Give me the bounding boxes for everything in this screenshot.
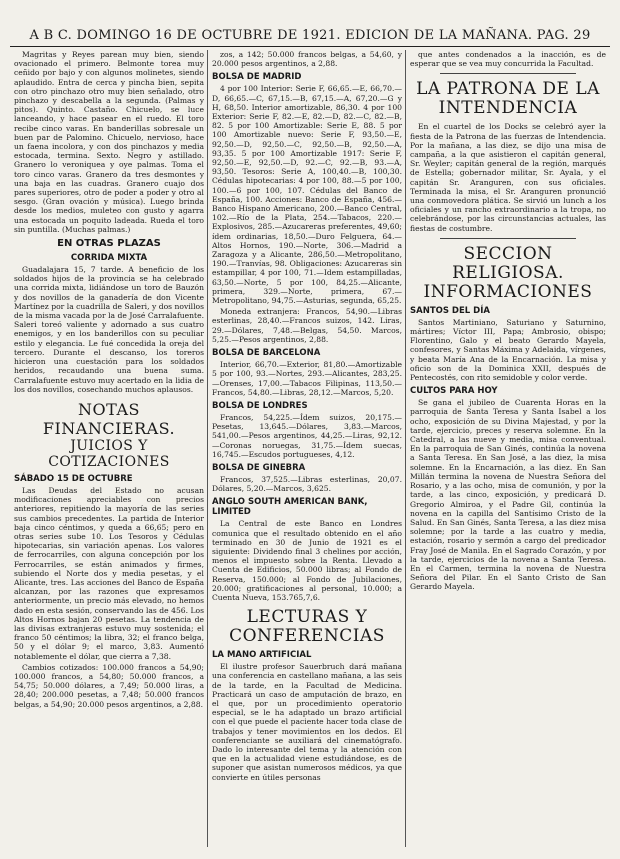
intro-text: que antes condenados a la inacción, es de esperar que se vea muy concurrida la Facultad. bbox=[410, 50, 606, 69]
newspaper-page bbox=[10, 8, 610, 853]
column-3 bbox=[410, 50, 606, 847]
separator bbox=[440, 238, 576, 239]
mano-artificial-heading: LA MANO ARTIFICIAL bbox=[212, 650, 312, 661]
bolsa-londres-heading: BOLSA DE LONDRES bbox=[212, 400, 308, 411]
intro-text: zos, a 142; 50.000 francos belgas, a 54,60, y 20.000 pesos argentinos, a 2,88. bbox=[212, 50, 402, 69]
bolsa-barcelona-heading: BOLSA DE BARCELONA bbox=[212, 348, 321, 359]
barcelona-text: Interior, 66,70.—Exterior, 81,80.—Amortizable 5 por 100, 93.—Nortes, 293.—Alicantes, 283,25.—Orenses, 17,00.—Tabacos Filipinas, 113,50.—Francos, 54,80.—Libras, 28,12.—Marcos, 5,20. bbox=[212, 360, 402, 397]
column-rule bbox=[405, 50, 406, 847]
notas-financieras-title: NOTAS FINANCIERAS. bbox=[42, 399, 176, 438]
moneda-text: Moneda extranjera: Francos, 54,90.—Libras esterlinas, 28,40.—Francos suizos, 142. Liras, 29.—Dólares, 7,48.—Belgas, 54,50. Marcos, 5,25.—Pesos argentinos, 2,88. bbox=[212, 307, 402, 344]
ginebra-text: Francos, 37,525.—Libras esterlinas, 20,07. Dólares, 5,20.—Marcos, 3,625. bbox=[212, 474, 402, 494]
column-2 bbox=[212, 50, 402, 847]
otras-plazas-heading: EN OTRAS PLAZAS bbox=[57, 238, 161, 250]
santos-text: Santos Martiniano, Saturiano y Saturnino, mártires; Víctor III, Papa; Ambrosio, obispo; Florentino, Galo y el beato Gerardo Mayela, confesores, y Santas Máxima y Adelaida, vírgenes, y beata María Ana de la Encarnación. La misa y oficio son de la Dominica XXII, después de Pentecostés, con rito semidoble y color verde. bbox=[410, 317, 606, 383]
lecturas-text: El ilustre profesor Sauerbruch dará mañana una conferencia en castellano mañana, a las seis de la tarde, en la Facultad de Medicina. Practicará un caso de amputación de brazo, en el que, por un procedimiento operatorio especial, se le ha adaptado un brazo artificial con el que puede el paciente hacer toda clase de trabajos y tener movimientos en los dedos. El conferenciante se auxiliará del cinematógrafo. Dado lo interesante del tema y la atención con que en la actualidad viene estudiándose, es de suponer que asistan numerosos médicos, ya que convierte en útiles personas bbox=[212, 662, 402, 782]
juicios-title: JUICIOS Y COTIZACIONES bbox=[48, 437, 170, 470]
corrida-mixta-heading: CORRIDA MIXTA bbox=[70, 253, 148, 264]
bullfight-text: Magritas y Reyes parean muy bien, siendo ovacionado el primero. Belmonte torea muy ceñido por bajo y con algunos molinetes, siendo aplaudido. Entra de cerca y pincha bien, sepita con otro pinchazo otro muy bien señalado, otro pinchazo y descabella a la segunda. (Palmas y pitos). Quinto. Castaño. Chicuelo, se luce lanceando, y hace pasear en el ruedo. El toro recibe cinco varas. En banderillas sobresale un buen par de Palomino. Chicuelo, nervioso, hace un faena incolora, y con dos pinchazos y media estocada, termina. Sexto. Negro y astillado. Granero lo veroniquea y oye palmas. Toma el toro cinco varas. Granero da tres desmontes y una baja en las cuadras. Granero cuajo dos pares superiores, otro de poder a poder y otro al sesgo. (Gran ovación y música). Luego brinda desde los medios, muleteo con gusto y agarra una estocada un poquito ladeada. Rueda el toro sin puntilla. (Muchas palmas.) bbox=[14, 50, 204, 234]
cambios-text: Cambios cotizados: 100.000 francos a 54,90; 100.000 francos, a 54,80; 50.000 francos, a 54,75; 50.000 dólares, a 7,49; 50.000 liras, a 28,40; 200.000 pesetas, a 7,48; 50.000 francos belgas, a 54,90; 20.000 pesos argentinos, a 2,88. bbox=[14, 662, 204, 709]
patrona-text: En el cuartel de los Docks se celebró ayer la fiesta de la Patrona de las fuerzas de Intendencia. Por la mañana, a las diez, se dijo una misa de campaña, a la que asistieron el capitán general, Sr. Weyler; capitán general de la región, marqués de Estella; gobernador militar, Sr. Ayala, y el capitán Sr. Aranguren, con sus oficiales. Terminada la misa, el Sr. Aranguren pronunció una conmovedora plática. Se sirvió un lunch a los oficiales y un rancho extraordinario a la tropa, no celebrándose, por las circunstancias actuales, las fiestas de costumbre. bbox=[410, 122, 606, 233]
separator bbox=[440, 73, 576, 74]
sabado-heading: SÁBADO 15 DE OCTUBRE bbox=[14, 473, 133, 484]
cultos-heading: CULTOS PARA HOY bbox=[410, 386, 498, 397]
anglo-text: La Central de este Banco en Londres comunica que el resultado obtenido en el año terminado en 30 de Junio de 1921 es el siguiente: Dividendo final 3 chelines por acción, menos el impuesto sobre la Renta. Llevado a Cuenta de Edificios, 50.000 libras; al Fondo de Reserva, 150.000; al Fondo de Jubilaciones, 20.000; gratificaciones al personal, 10.000; a Cuenta Nueva, 153.765,7,6. bbox=[212, 519, 402, 602]
anglo-south-heading: ANGLO SOUTH AMERICAN BANK, LIMITED bbox=[212, 497, 368, 518]
santos-heading: SANTOS DEL DÍA bbox=[410, 305, 490, 316]
madrid-text: 4 por 100 Interior: Serie F, 66,65.—E, 66,70.—D, 66,65.—C, 67,15.—B, 67,15.—A, 67,20.—G y H, 68,50. Interior amortizable, 86,30. 4 por 100 Exterior: Serie F, 82.—E, 82.—D, 82.—C, 82.—B, 82. 5 por 100 Amortizable: Serie E, 88. 5 por 100 Amortizable nuevo: Serie F, 93,50.—E, 92,50.—D, 92,50.—C, 92,50.—B, 92,50.—A, 93,35. 5 por 100 Amortizable 1917: Serie F, 92,50.—E, 92,50.—D, 92.—C, 92.—B, 93.—A, 93,50. Tesoros: Serie A, 100,40.—B, 100,30. Cédulas hipotecarias: 4 por 100, 88.—5 por 100, 100.—6 por 100, 107. Cédulas del Banco de España, 100. Acciones: Banco de España, 456.—Banco Hispano Americano, 200.—Banco Central, 102.—Río de la Plata, 254.—Tabacos, 220.—Explosivos, 285.—Azucareras preferentes, 49,60; ídem ordinarias, 18,50.—Duro Felguera, 64.—Altos Hornos, 190.—Norte, 306.—Madrid a Zaragoza y a Alicante, 286,50.—Metropolitano, 190.—Tranvías, 98. Obligaciones: Azucareras sin estampillar, 4 por 100, 71.—Idem estampilladas, 63,50.—Norte, 5 por 100, 84,25.—Alicante, primera, 329.—Norte, primera, 67.—Metropolitano, 94,75.—Asturias, segunda, 65,25. bbox=[212, 84, 402, 306]
column-rule bbox=[207, 50, 208, 847]
bolsa-ginebra-heading: BOLSA DE GINEBRA bbox=[212, 462, 306, 473]
page-header: A B C. DOMINGO 16 DE OCTUBRE DE 1921. EDICION DE LA MAÑANA. PAG. 29 bbox=[10, 26, 610, 47]
lecturas-title: LECTURAS Y CONFERENCIAS bbox=[229, 607, 385, 647]
patrona-title: LA PATRONA DE LA INTENDENCIA bbox=[416, 79, 600, 119]
cultos-text: Se gana el jubileo de Cuarenta Horas en la parroquia de Santa Teresa y Santa Isabel a los ocho, exposición de su Divina Majestad, y por la tarde, ejercicio, preces y reserva solemne. En la Catedral, a las nueve y media, misa conventual. En la parroquia de San Ginés, continúa la novena a Santa Teresa. En San José, a las diez, la misa solemne. En la Encarnación, a las diez. En San Millán termina la novena de Nuestra Señora del Rosario, y a las ocho, misa de comunión, y por la tarde, a las cinco, exposición, y predicará D. Gregorio Almiroa, y el Padre Gil, continúa la novena en la capilla del Santísimo Cristo de la Salud. En San Ginés, Santa Teresa, a las diez misa solemne; por la tarde a las cuatro y media, estación, rosario y sermón a cargo del predicador Fray José de Manila. En el Sagrado Corazón, y por la tarde, ejercicios de la novena a Santa Teresa. En el Carmen, termina la novena de Nuestra Señora del Pilar. En el Santo Cristo de San Gerardo Mayela. bbox=[410, 398, 606, 592]
corrida-text: Guadalajara 15, 7 tarde. A beneficio de los soldados hijos de la provincia se ha celebrado una corrida mixta, lidiándose un toro de Bauzón y dos novillos de la ganadería de don Vicente Martínez por la cuadrilla de Saleri, y dos novillos de la misma vacada por la de José Carralafuente. Saleri toreó valiente y adornado a sus cuatro enemigos, y en los banderillos con su peculiar estilo y elegancia. Le fué concedida la oreja del tercero. Durante el descanso, los toreros hicieron una cuestación para los soldados heridos, recaudando una buena suma. Carralafuente estuvo muy acertado en la lidia de los dos novillos, cosechando muchos aplausos. bbox=[14, 265, 204, 394]
seccion-religiosa-title: SECCION RELIGIOSA. INFORMACIONES bbox=[423, 243, 593, 302]
financial-text: Las Deudas del Estado no acusan modificaciones apreciables con precios anteriores, repitiendo la mayoría de las series sus cambios precedentes. La partida de Interior baja cinco céntimos, y queda a 66,65; pero en otras series sube 10. Los Tesoros y Cédulas hipotecarias, sin variación apenas. Los valores de ferrocarriles, con alguna concepción por los Ferrocarriles, se están animados y firmes, subiendo el Norte dos y media pesetas, y el Alicante, tres. Las acciones del Banco de España alcanzan, por las razones que expresamos anteriormente, un precio más elevado, no hemos dado en esta sesión, conservando las de 456. Los Altos Hornos bajan 20 pesetas. La tendencia de las divisas extranjeras estuvo muy sostenida; el franco 50 céntimos; la libra, 32; el franco belga, 50 y el dólar 9; el marco, 3,83. Aumentó notablemente el dólar, que cierra a 7,38. bbox=[14, 485, 204, 661]
bolsa-madrid-heading: BOLSA DE MADRID bbox=[212, 72, 302, 83]
londres-text: Francos, 54,225.—Ídem suizos, 20,175.—Pesetas, 13,645.—Dólares, 3,83.—Marcos, 541,00.—Pesos argentinos, 44,25.—Liras, 92,12.—Coronas noruegas, 31,75.—Ídem suecas, 16,745.—Escudos portugueses, 4,12. bbox=[212, 412, 402, 459]
column-1 bbox=[14, 50, 204, 847]
